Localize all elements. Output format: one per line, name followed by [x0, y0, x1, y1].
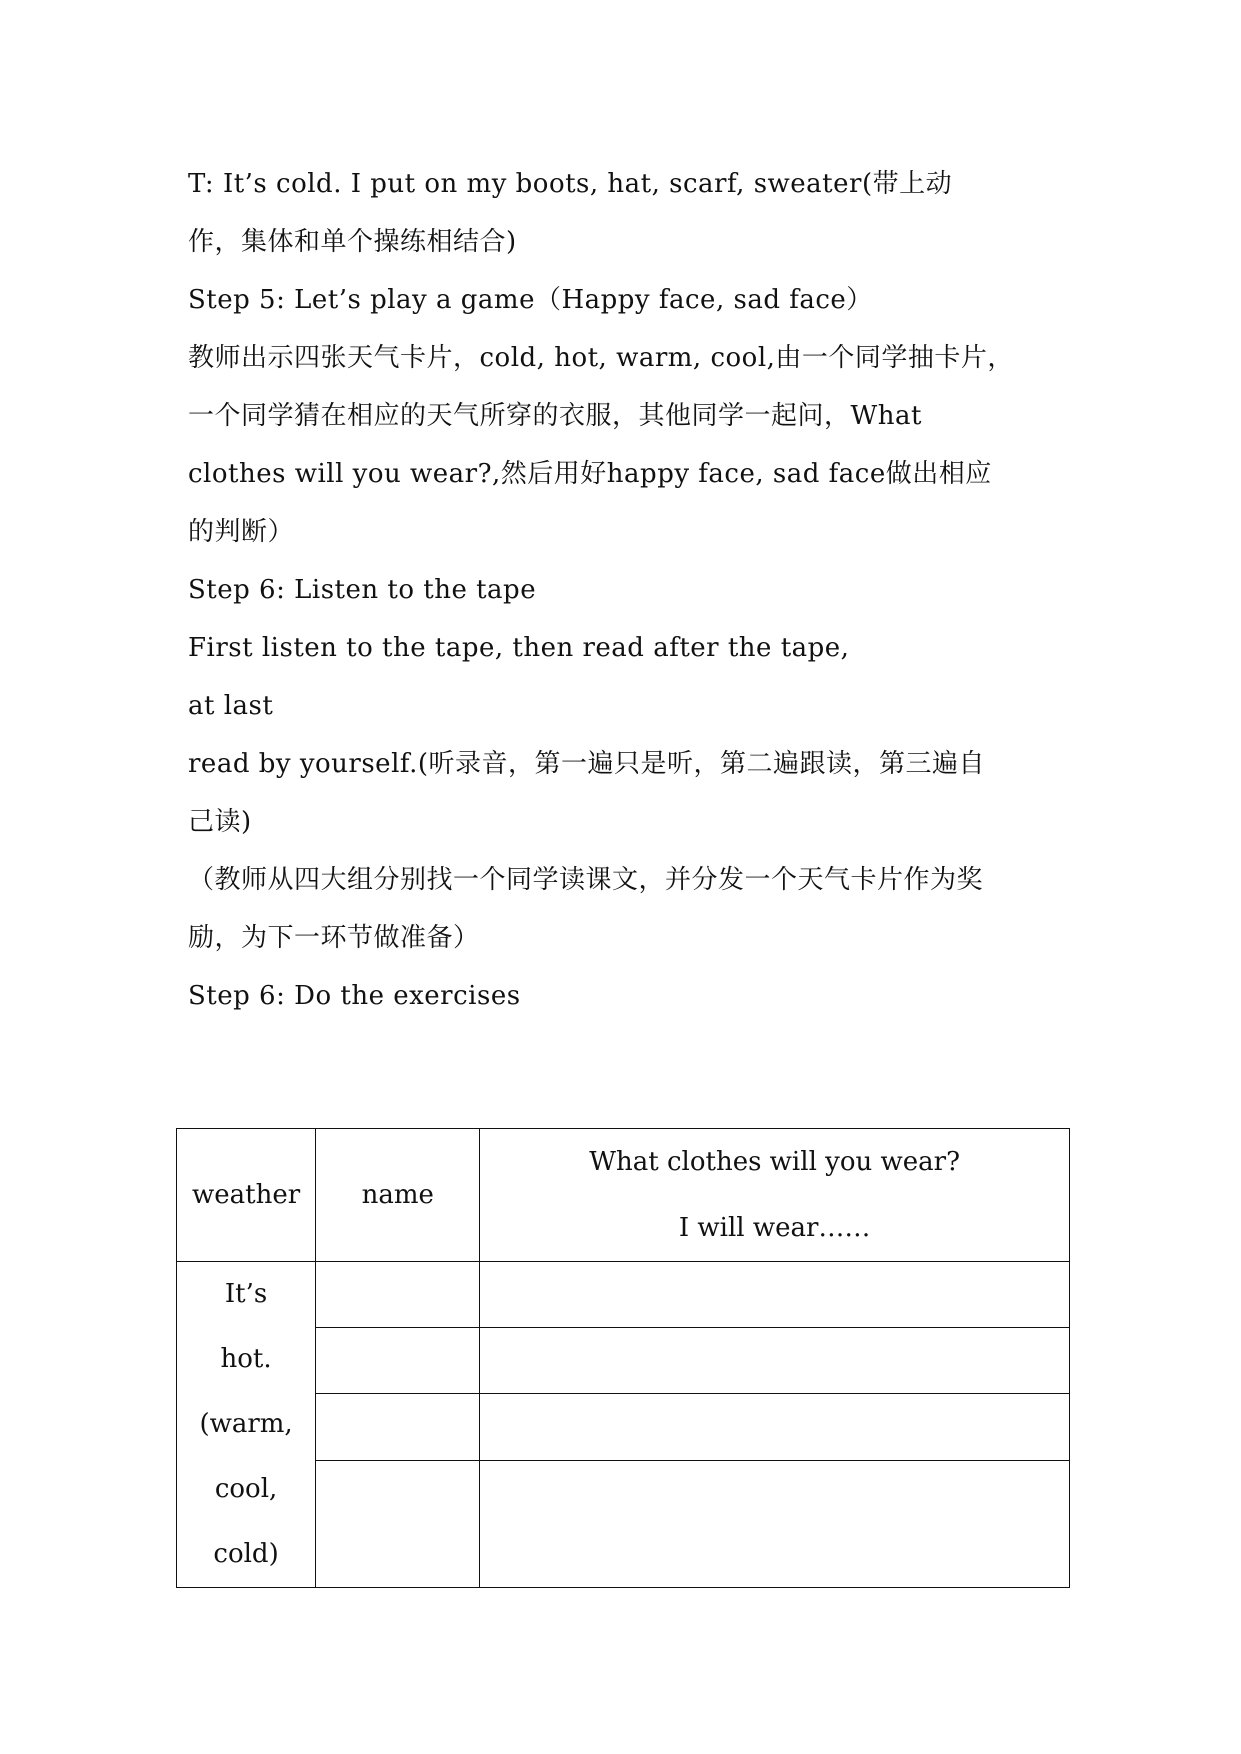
paragraph-line-9: First listen to the tape, then read after the tape, — [188, 633, 850, 663]
paragraph-line-10: at last — [188, 691, 274, 721]
name-cell — [316, 1262, 480, 1328]
name-cell — [316, 1394, 480, 1460]
table-row — [177, 1262, 1070, 1328]
header-clothes-answer: I will wear…… — [678, 1213, 871, 1243]
header-name: name — [316, 1129, 480, 1262]
paragraph-line-4: 教师出示四张天气卡片，cold, hot, warm, cool,由一个同学抽卡片， — [188, 343, 1014, 373]
clothes-cell — [480, 1262, 1070, 1328]
header-clothes-question: What clothes will you wear? — [589, 1147, 961, 1177]
weather-line: (warm, — [199, 1409, 293, 1439]
step-6-listen-heading: Step 6: Listen to the tape — [188, 575, 537, 605]
paragraph-line-5: 一个同学猜在相应的天气所穿的衣服，其他同学一起问，What — [188, 401, 922, 431]
weather-cell — [177, 1262, 316, 1588]
step-5-heading: Step 5: Let’s play a game（Happy face, sad face） — [188, 285, 873, 315]
paragraph-line-2: 作，集体和单个操练相结合) — [188, 227, 517, 257]
header-clothes — [480, 1129, 1070, 1262]
paragraph-line-1: T: It’s cold. I put on my boots, hat, scarf, sweater(带上动 — [188, 169, 953, 199]
paragraph-line-14: 励，为下一环节做准备） — [188, 923, 480, 953]
name-cell — [316, 1460, 480, 1587]
paragraph-line-6: clothes will you wear?,然后用好happy face, sad face做出相应 — [188, 459, 992, 489]
weather-line: hot. — [220, 1344, 272, 1374]
paragraph-line-13: （教师从四大组分别找一个同学读课文，并分发一个天气卡片作为奖 — [188, 865, 984, 895]
paragraph-line-7: 的判断） — [188, 517, 295, 547]
paragraph-line-12: 己读) — [188, 807, 252, 837]
weather-line: It’s — [224, 1279, 268, 1309]
exercise-table — [176, 1128, 1070, 1588]
clothes-cell — [480, 1328, 1070, 1394]
name-cell — [316, 1328, 480, 1394]
clothes-cell — [480, 1460, 1070, 1587]
header-weather: weather — [177, 1129, 316, 1262]
table-header-row — [177, 1129, 1070, 1262]
weather-line: cold) — [213, 1539, 279, 1569]
weather-line: cool, — [214, 1474, 278, 1504]
paragraph-line-11: read by yourself.(听录音，第一遍只是听，第二遍跟读，第三遍自 — [188, 749, 985, 779]
clothes-cell — [480, 1394, 1070, 1460]
step-6-exercises-heading: Step 6: Do the exercises — [188, 981, 521, 1011]
